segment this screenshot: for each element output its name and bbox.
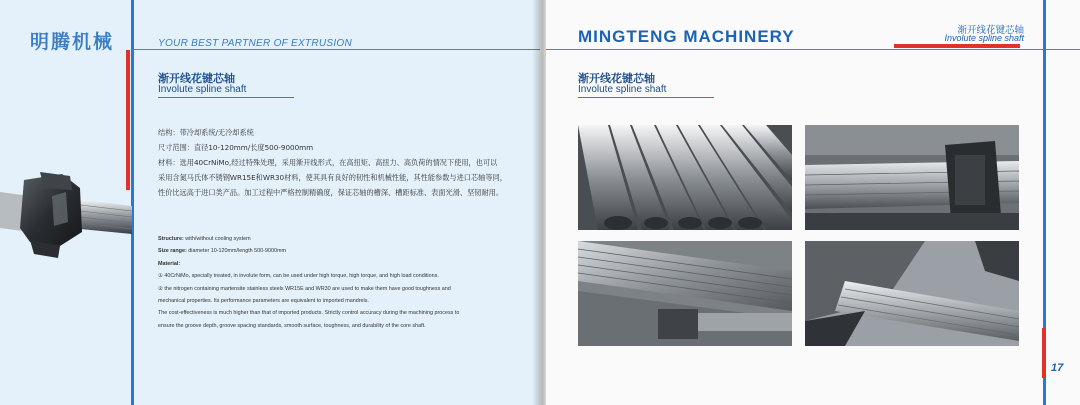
tagline: YOUR BEST PARTNER OF EXTRUSION xyxy=(158,38,353,49)
cn-line: 性价比远高于进口类产品。加工过程中严格控制精确度，保证芯轴的槽深、槽距标准、表面光滑、坚韧耐用。 xyxy=(158,188,504,197)
red-accent-bar xyxy=(1042,328,1046,378)
cn-line: 结构：带冷却系统/无冷却系统 xyxy=(158,128,254,137)
right-page xyxy=(546,0,1080,405)
en-structure: Structure: with/without cooling system xyxy=(158,236,251,242)
photo-shaft-machining xyxy=(805,125,1019,230)
product-title-en: Involute spline shaft xyxy=(158,84,247,95)
brand-name-en: MINGTENG MACHINERY xyxy=(578,27,795,46)
en-size: Size range: diameter 10-120mm/length 500-9000mm xyxy=(158,248,286,255)
title-underline xyxy=(158,97,294,98)
description-cn xyxy=(158,125,528,200)
photo-shaft-closeup xyxy=(578,241,792,346)
red-accent-bar xyxy=(894,44,1020,48)
top-rule xyxy=(546,49,1080,50)
en-material: Material: xyxy=(158,260,181,267)
en-line: The cost-effectiveness is much higher than that of imported products. Strictly control accuracy during the machining process to xyxy=(158,310,460,317)
product-title-cn: 渐开线花键芯轴 xyxy=(578,72,655,85)
description-en xyxy=(158,233,528,332)
en-line: ② the nitrogen containing martensite stainless steels WR15E and WR30 are used to make them have good toughness and xyxy=(158,285,451,292)
photo-shaft-bundle xyxy=(578,125,792,230)
cn-line: 采用含氮马氏体不锈钢WR15E和WR30材料，使其具有良好的韧性和机械性能，其性能参数与进口芯轴等同， xyxy=(158,173,507,182)
product-title-cn: 渐开线花键芯轴 xyxy=(158,72,235,85)
cn-line: 尺寸范围：直径10-120mm/长度500-9000mm xyxy=(158,143,314,152)
title-underline xyxy=(578,97,714,98)
photo-machine-bed xyxy=(805,241,1019,346)
en-line: ① 40CrNiMo, specially treated, in involute form, can be used under high torque, high torque, and high load conditions. xyxy=(158,273,439,280)
brand-name-cn: 明腾机械 xyxy=(30,31,115,53)
product-title-en: Involute spline shaft xyxy=(578,84,667,95)
spline-shaft-illustration xyxy=(0,162,132,262)
en-line: ensure the groove depth, groove spacing standards, smooth surface, toughness, and durability of the core shaft. xyxy=(158,322,426,329)
cn-line: 材料：选用40CrNiMo,经过特殊处理，采用渐开线形式，在高扭矩、高扭力、高负荷的情况下使用，也可以 xyxy=(158,158,498,167)
page-number: 17 xyxy=(1051,362,1064,374)
section-label-cn: 渐开线花键芯轴 xyxy=(957,25,1024,36)
section-label-en: Involute spline shaft xyxy=(944,33,1024,43)
en-line: mechanical properties. Its performance parameters are equivalent to imported mandrels. xyxy=(158,298,369,305)
